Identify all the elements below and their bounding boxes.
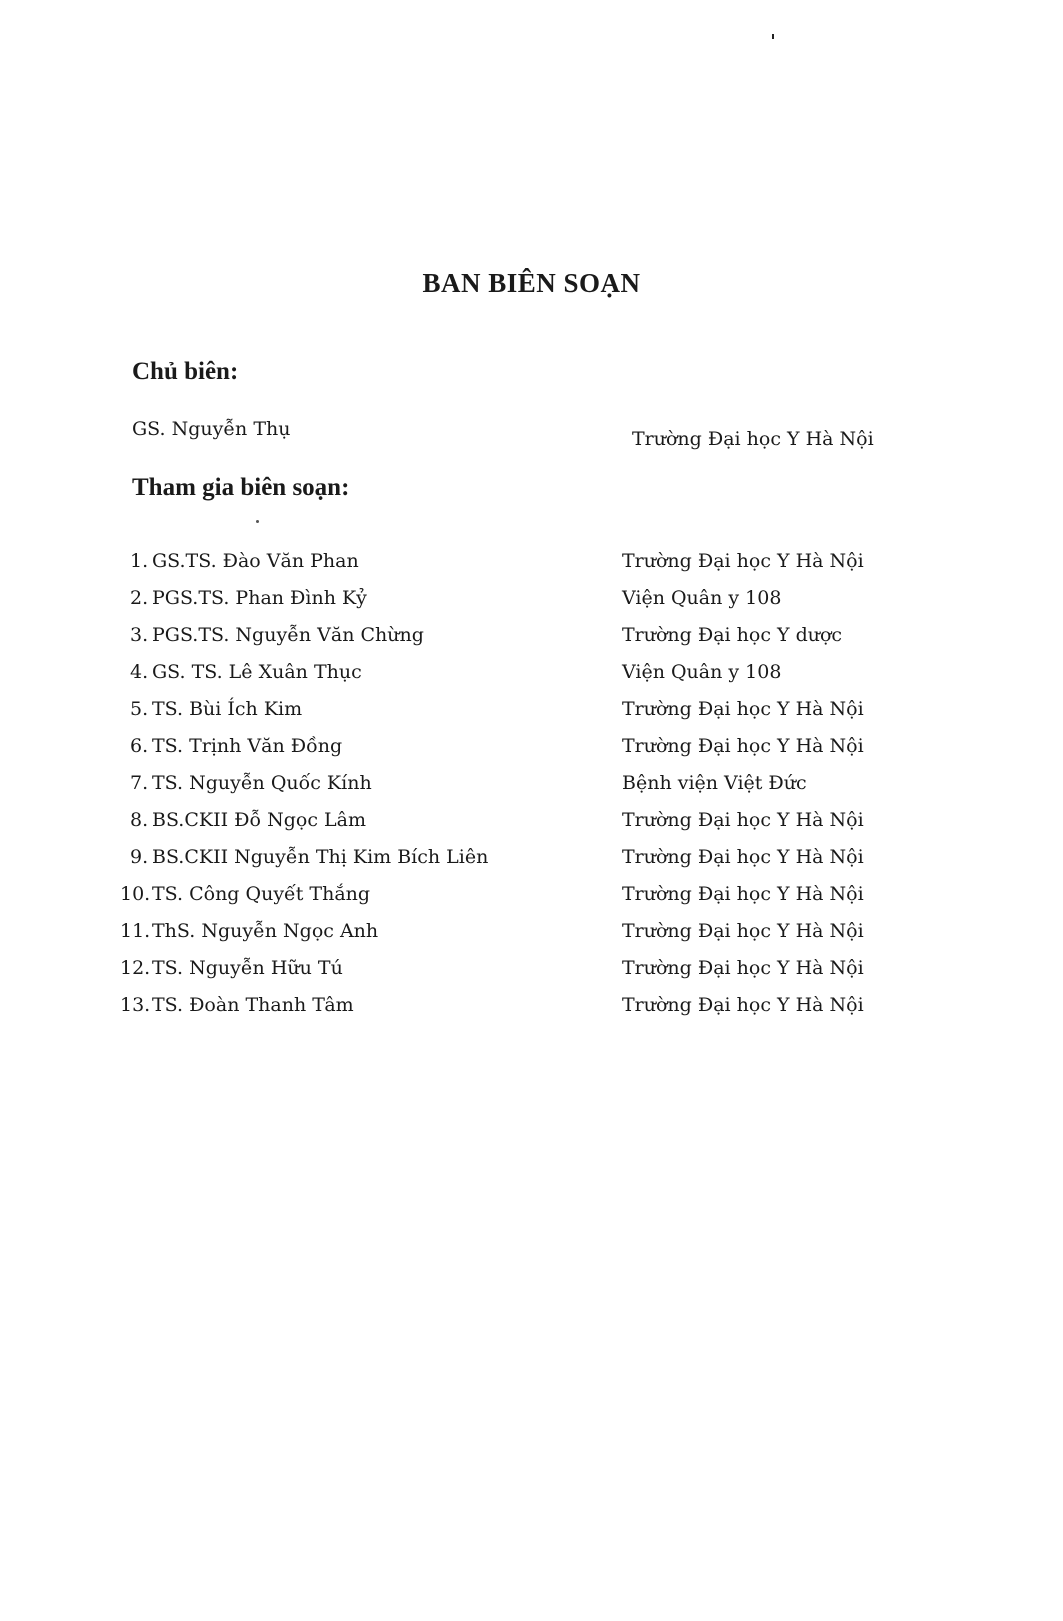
chief-editor-heading: Chủ biên: bbox=[132, 358, 239, 385]
list-item bbox=[120, 873, 900, 910]
contributor-name: TS. Công Quyết Thắng bbox=[152, 883, 371, 905]
contributors-list bbox=[120, 540, 900, 1021]
list-item bbox=[120, 799, 900, 836]
list-item bbox=[120, 836, 900, 873]
list-item bbox=[120, 651, 900, 688]
item-number: 10. bbox=[120, 883, 151, 905]
contributor-affiliation: Trường Đại học Y Hà Nội bbox=[622, 735, 864, 757]
item-number: 7. bbox=[130, 772, 149, 794]
item-number: 6. bbox=[130, 735, 149, 757]
page-title: BAN BIÊN SOẠN bbox=[422, 268, 641, 298]
contributor-name: TS. Nguyễn Quốc Kính bbox=[152, 772, 372, 794]
contributor-name: ThS. Nguyễn Ngọc Anh bbox=[152, 920, 379, 942]
item-number: 4. bbox=[130, 661, 149, 683]
item-number: 1. bbox=[130, 550, 149, 572]
contributor-affiliation: Bệnh viện Việt Đức bbox=[622, 772, 807, 794]
list-item bbox=[120, 725, 900, 762]
item-number: 2. bbox=[130, 587, 149, 609]
contributor-name: TS. Trịnh Văn Đồng bbox=[152, 735, 343, 757]
contributor-affiliation: Trường Đại học Y Hà Nội bbox=[622, 698, 864, 720]
list-item bbox=[120, 984, 900, 1021]
list-item bbox=[120, 577, 900, 614]
item-number: 3. bbox=[130, 624, 149, 646]
contributor-affiliation: Viện Quân y 108 bbox=[622, 661, 782, 683]
contributors-heading: Tham gia biên soạn: bbox=[132, 474, 350, 501]
scan-mark bbox=[772, 34, 774, 39]
contributor-name: TS. Bùi Ích Kim bbox=[152, 698, 303, 720]
item-number: 9. bbox=[130, 846, 149, 868]
contributor-name: BS.CKII Nguyễn Thị Kim Bích Liên bbox=[152, 846, 489, 868]
contributor-name: GS. TS. Lê Xuân Thục bbox=[152, 661, 362, 683]
contributor-name: PGS.TS. Nguyễn Văn Chừng bbox=[152, 624, 424, 646]
list-item bbox=[120, 762, 900, 799]
contributor-affiliation: Trường Đại học Y Hà Nội bbox=[622, 994, 864, 1016]
list-item bbox=[120, 947, 900, 984]
item-number: 11. bbox=[120, 920, 151, 942]
contributor-affiliation: Trường Đại học Y Hà Nội bbox=[622, 809, 864, 831]
chief-editor-affiliation: Trường Đại học Y Hà Nội bbox=[632, 428, 874, 450]
contributor-name: BS.CKII Đỗ Ngọc Lâm bbox=[152, 809, 366, 831]
item-number: 12. bbox=[120, 957, 151, 979]
item-number: 13. bbox=[120, 994, 151, 1016]
scan-dot bbox=[256, 520, 259, 523]
contributor-affiliation: Trường Đại học Y Hà Nội bbox=[622, 883, 864, 905]
contributor-affiliation: Trường Đại học Y Hà Nội bbox=[622, 846, 864, 868]
item-number: 5. bbox=[130, 698, 149, 720]
list-item bbox=[120, 540, 900, 577]
list-item bbox=[120, 688, 900, 725]
contributor-name: TS. Nguyễn Hữu Tú bbox=[152, 957, 343, 979]
list-item bbox=[120, 614, 900, 651]
contributor-affiliation: Trường Đại học Y dược bbox=[622, 624, 843, 646]
item-number: 8. bbox=[130, 809, 149, 831]
contributor-affiliation: Trường Đại học Y Hà Nội bbox=[622, 957, 864, 979]
contributor-name: GS.TS. Đào Văn Phan bbox=[152, 550, 359, 572]
contributor-name: PGS.TS. Phan Đình Kỷ bbox=[152, 587, 367, 609]
contributor-name: TS. Đoàn Thanh Tâm bbox=[152, 994, 354, 1016]
contributor-affiliation: Trường Đại học Y Hà Nội bbox=[622, 920, 864, 942]
chief-editor-name: GS. Nguyễn Thụ bbox=[132, 418, 291, 440]
list-item bbox=[120, 910, 900, 947]
contributor-affiliation: Trường Đại học Y Hà Nội bbox=[622, 550, 864, 572]
contributor-affiliation: Viện Quân y 108 bbox=[622, 587, 782, 609]
